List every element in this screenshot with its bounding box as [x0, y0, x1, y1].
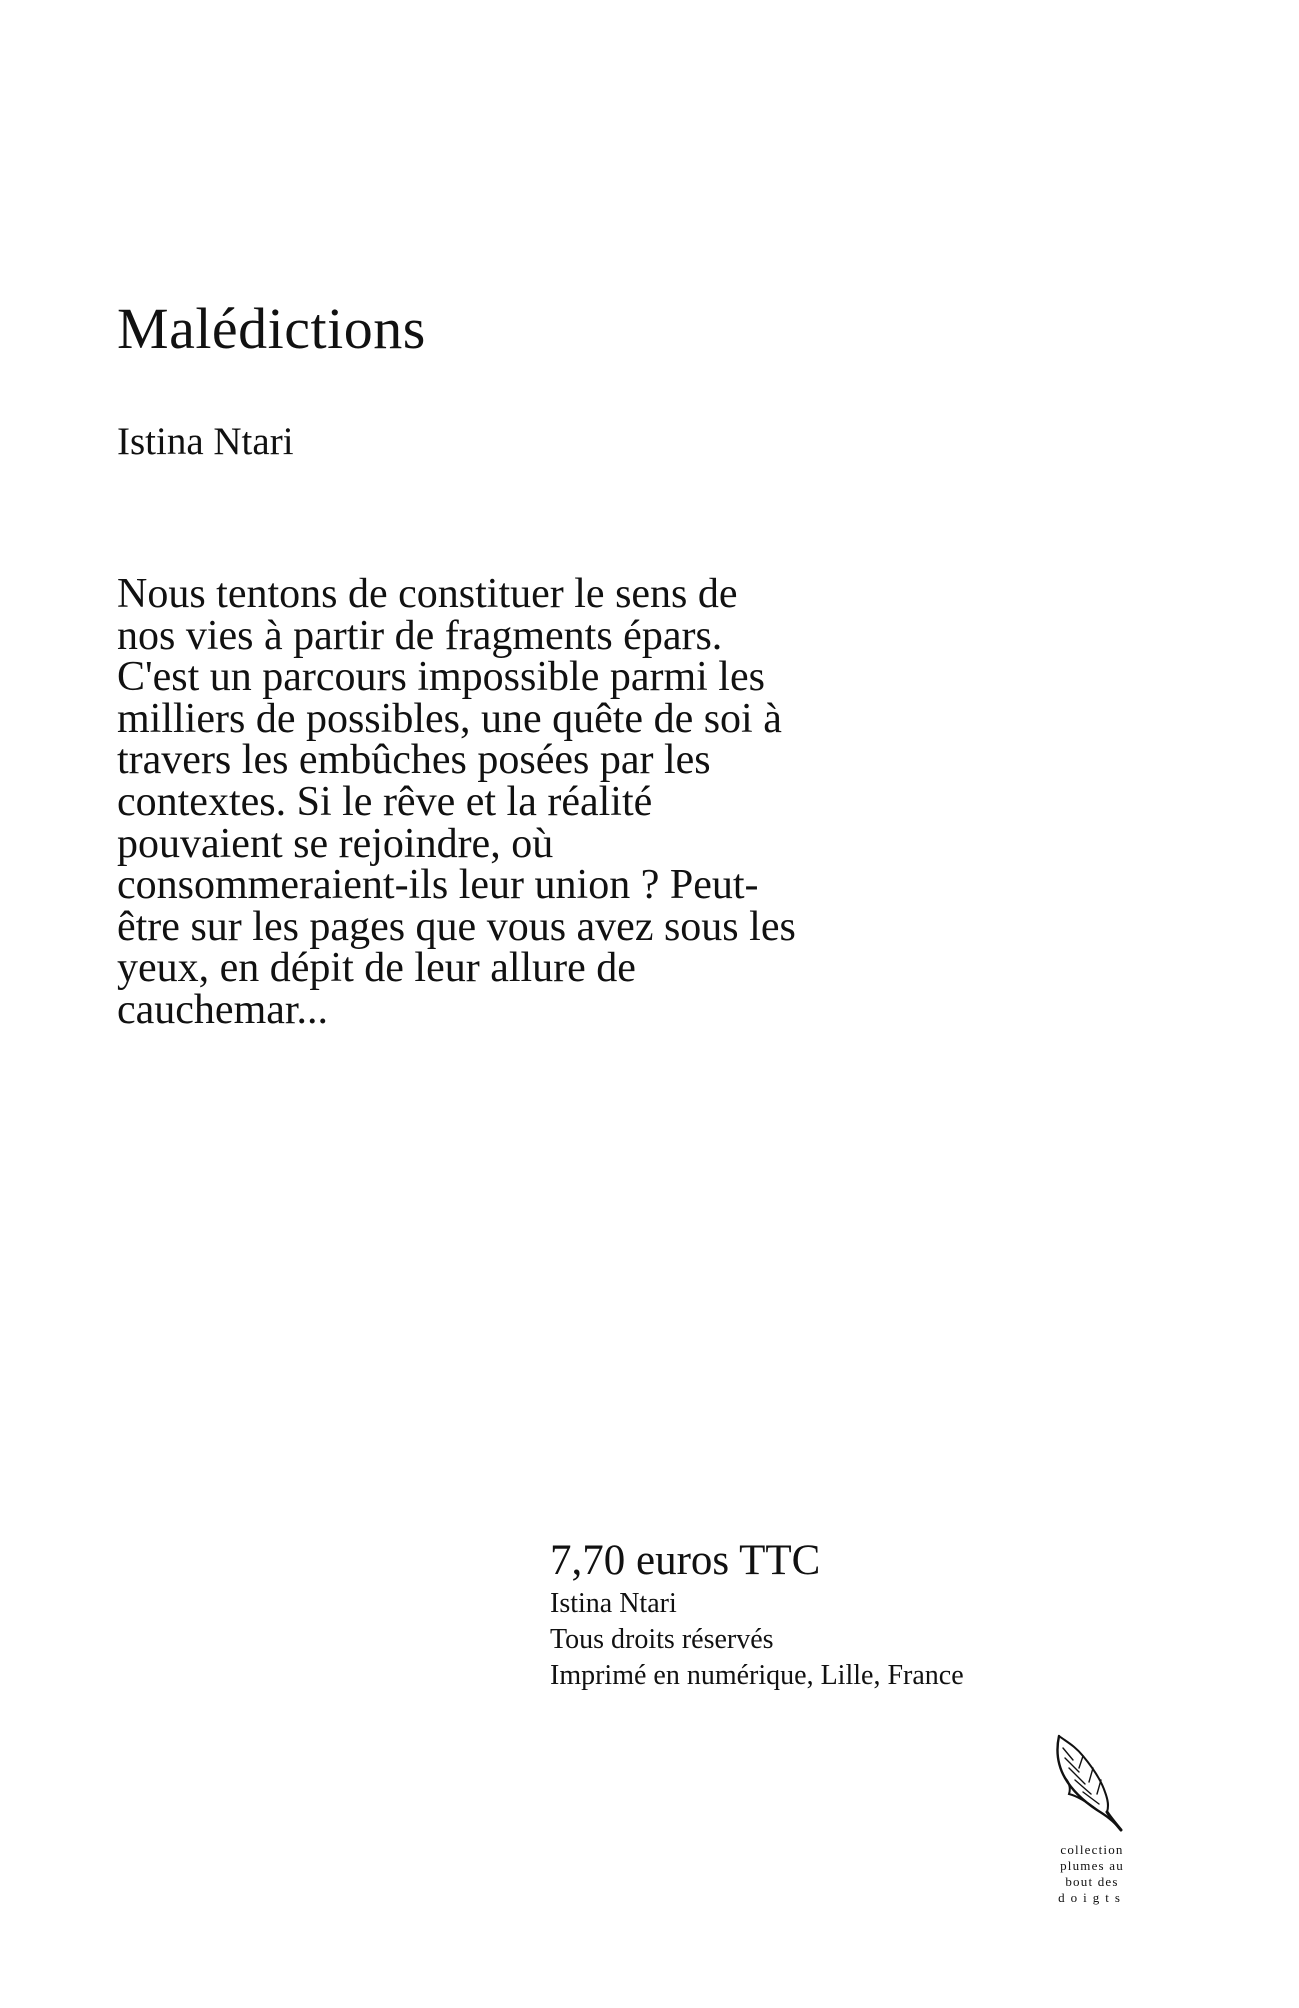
collection-name-line: collection: [1060, 1842, 1124, 1857]
book-title: Malédictions: [117, 296, 426, 361]
collection-name: [1049, 1842, 1135, 1906]
blurb-line: nos vies à partir de fragments épars.: [117, 612, 723, 659]
blurb-line: travers les embûches posées par les: [117, 737, 711, 784]
colophon: [550, 1536, 964, 1694]
quill-feather-icon: [1053, 1734, 1129, 1834]
book-author: Istina Ntari: [117, 420, 294, 463]
blurb-line: cauchemar...: [117, 986, 329, 1033]
price: 7,70 euros TTC: [550, 1537, 821, 1584]
blurb-line: contextes. Si le rêve et la réalité: [117, 778, 653, 825]
blurb-line: yeux, en dépit de leur allure de: [117, 945, 636, 992]
blurb-line: pouvaient se rejoindre, où: [117, 820, 554, 867]
back-cover-blurb: [117, 571, 977, 1033]
collection-name-line: bout des: [1065, 1874, 1119, 1889]
collection-name-line: doigts: [1058, 1890, 1126, 1905]
rights-notice: Tous droits réservés: [550, 1624, 774, 1655]
collection-logo: [1049, 1734, 1135, 1906]
blurb-line: C'est un parcours impossible parmi les: [117, 654, 765, 701]
blurb-line: Nous tentons de constituer le sens de: [117, 571, 738, 617]
printing-notice: Imprimé en numérique, Lille, France: [550, 1660, 964, 1691]
collection-name-line: plumes au: [1060, 1858, 1124, 1873]
colophon-author: Istina Ntari: [550, 1588, 677, 1619]
blurb-line: être sur les pages que vous avez sous les: [117, 903, 796, 950]
blurb-line: consommeraient-ils leur union ? Peut-: [117, 862, 759, 909]
blurb-line: milliers de possibles, une quête de soi à: [117, 695, 782, 742]
